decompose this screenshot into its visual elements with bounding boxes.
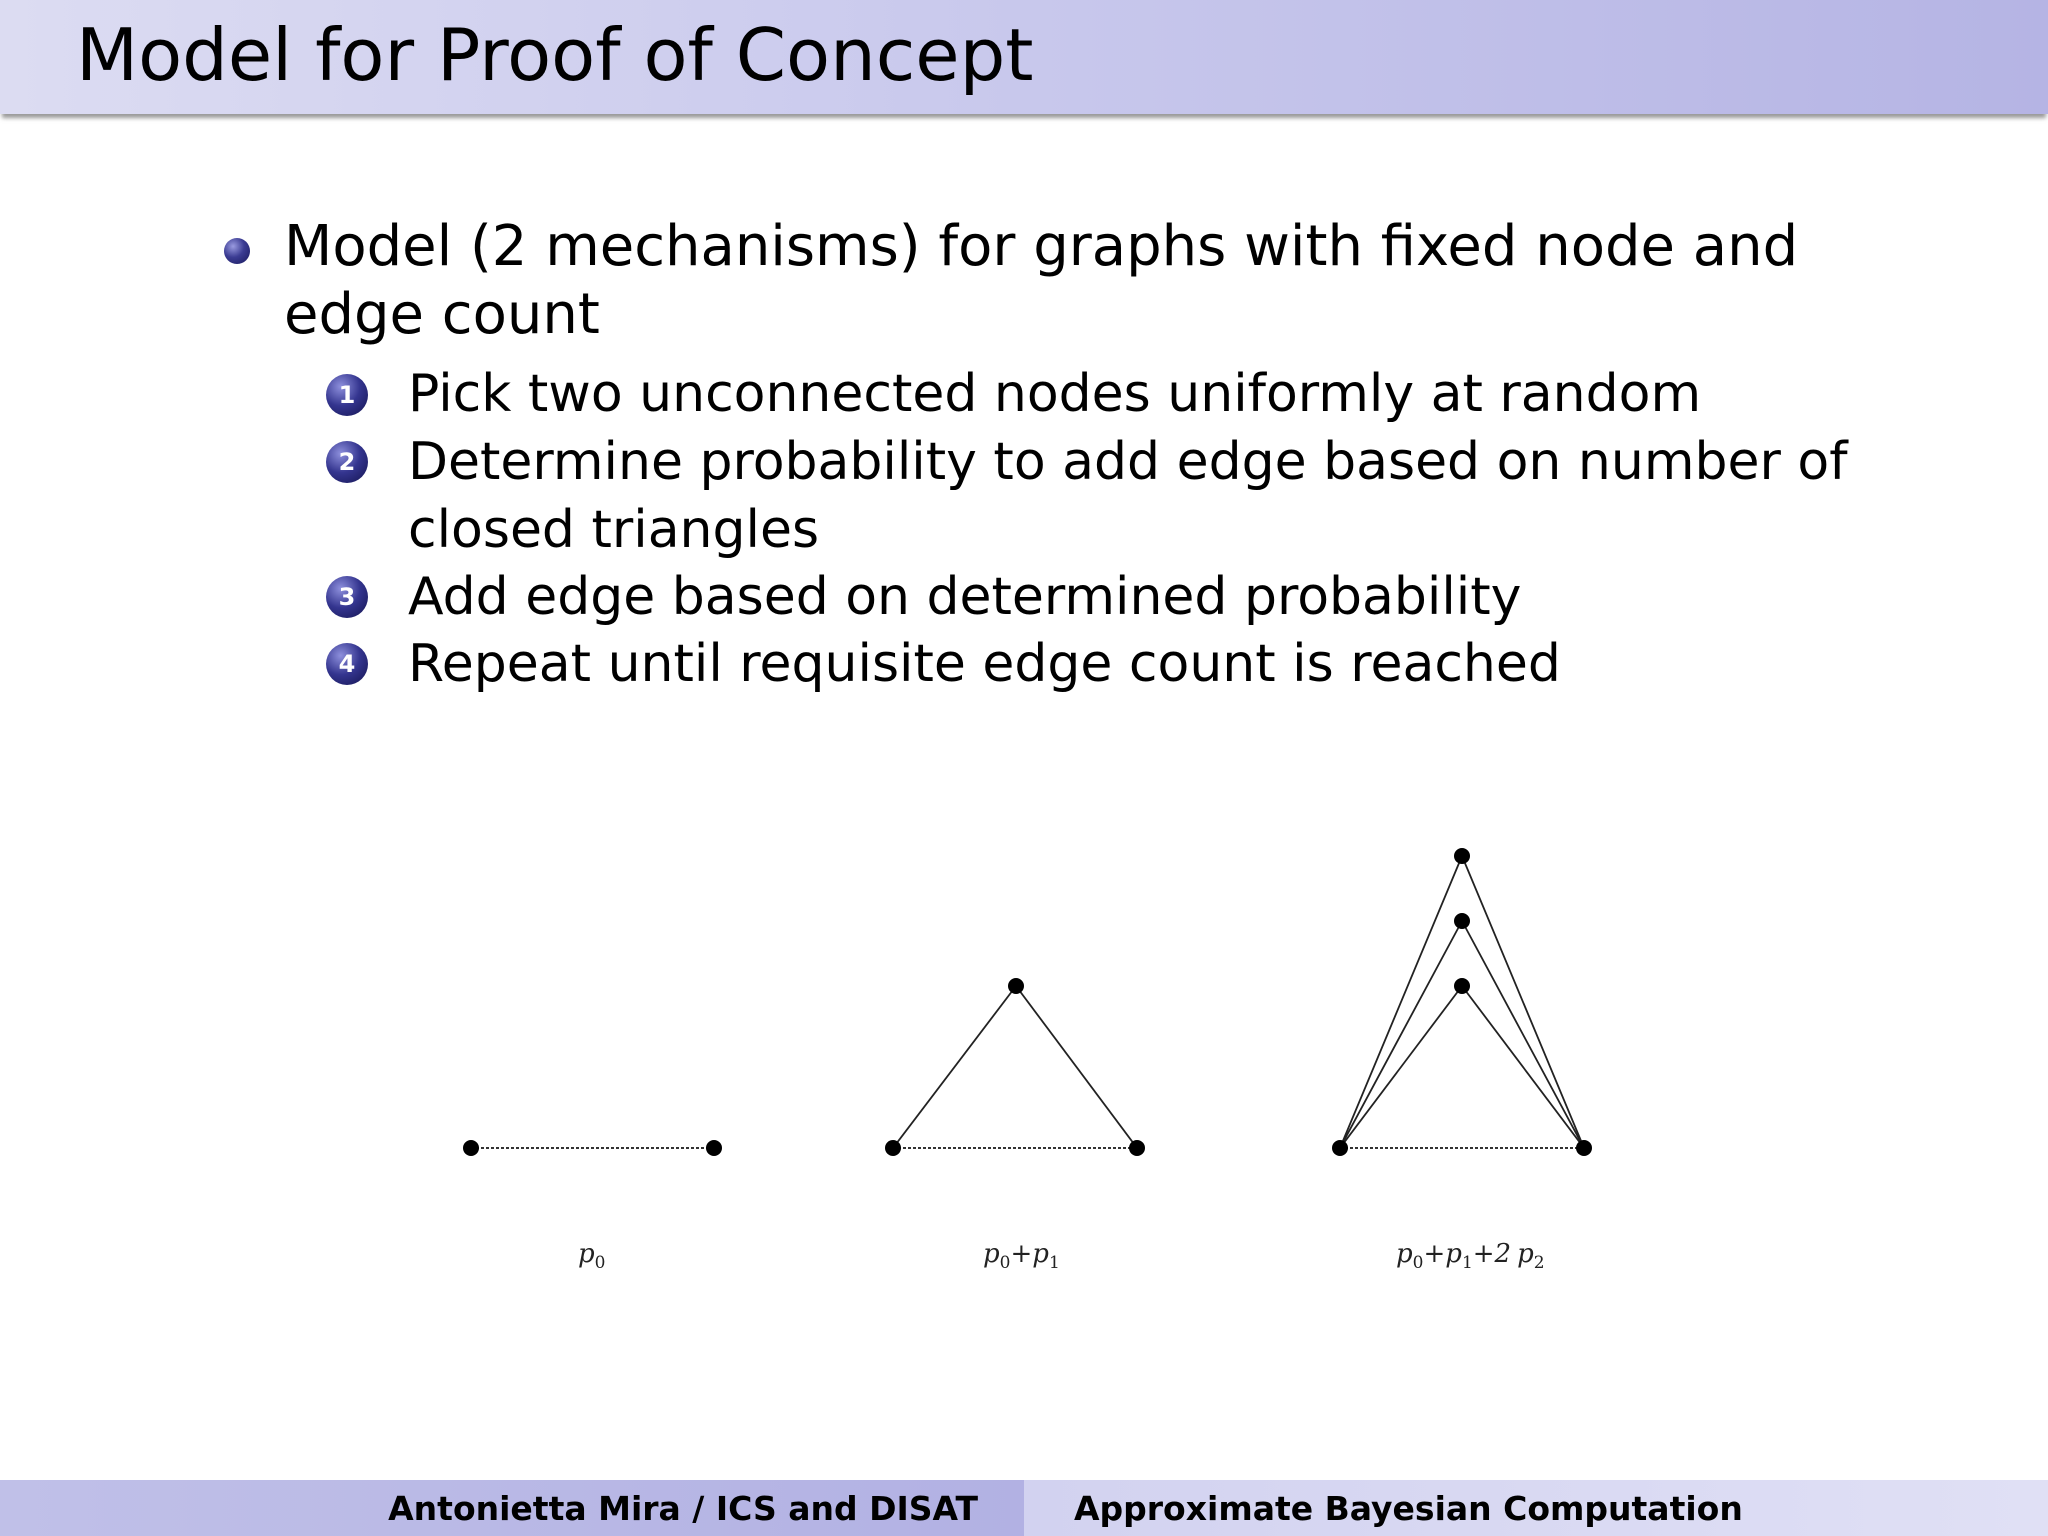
graph-node: [1454, 848, 1470, 864]
graph-edge: [893, 986, 1016, 1148]
step-number-badge: 2: [326, 441, 368, 483]
graph-node: [885, 1140, 901, 1156]
footer-author: Antonietta Mira / ICS and DISAT: [0, 1480, 1024, 1536]
graph-edge: [1340, 856, 1462, 1148]
step-number-badge: 1: [326, 374, 368, 416]
graph-edge: [1462, 856, 1584, 1148]
graph-one-triangle: [885, 978, 1145, 1273]
probability-label: $p_0+p_1$: [983, 1239, 1060, 1273]
graph-node: [1008, 978, 1024, 994]
footer-talk-title: Approximate Bayesian Computation: [1024, 1480, 2048, 1536]
probability-label: $p_0+p_1+2$ $p_2$: [1396, 1239, 1545, 1273]
graph-two-triangles: [1332, 848, 1592, 1273]
step-text: Repeat until requisite edge count is reached: [408, 634, 1561, 694]
graph-node: [1454, 978, 1470, 994]
graph-node: [463, 1140, 479, 1156]
step-number-badge: 3: [326, 576, 368, 618]
step-text: Determine probability to add edge based on number of closed triangles: [408, 432, 1848, 560]
graph-node: [706, 1140, 722, 1156]
graph-edge: [1340, 986, 1462, 1148]
graph-node: [1129, 1140, 1145, 1156]
slide-title: Model for Proof of Concept: [76, 13, 1034, 97]
graph-no-triangle: [463, 1140, 722, 1273]
slide-footer: [0, 1480, 2048, 1536]
graph-edge: [1462, 986, 1584, 1148]
graph-node: [1454, 913, 1470, 929]
main-bullet-text: Model (2 mechanisms) for graphs with fixed node and edge count: [284, 214, 1799, 347]
graph-edge: [1462, 921, 1584, 1148]
step-text: Pick two unconnected nodes uniformly at random: [408, 364, 1702, 424]
graph-edge: [1340, 921, 1462, 1148]
graph-node: [1332, 1140, 1348, 1156]
step-number-badge: 4: [326, 643, 368, 685]
graph-edge: [1016, 986, 1137, 1148]
graph-node: [1576, 1140, 1592, 1156]
step-text: Add edge based on determined probability: [408, 567, 1522, 627]
probability-label: $p_0$: [578, 1239, 606, 1273]
